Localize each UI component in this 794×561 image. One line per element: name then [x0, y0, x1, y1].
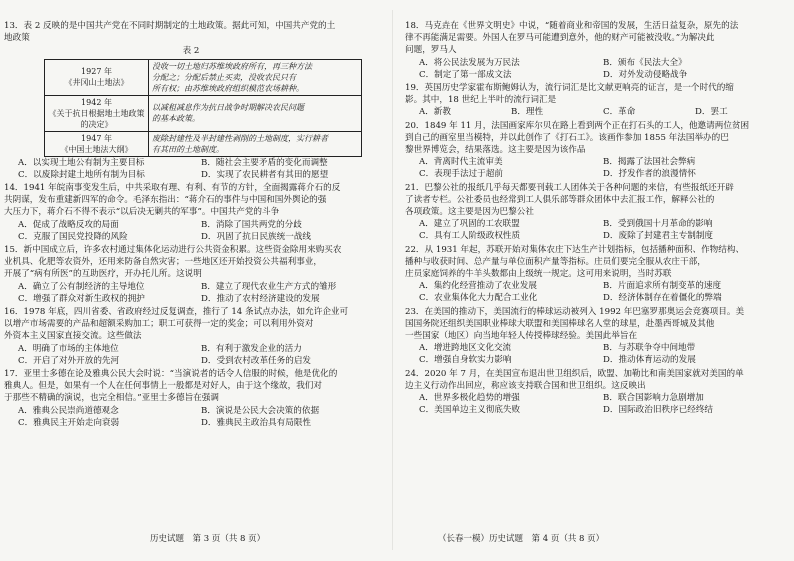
question-stem: [405, 82, 781, 106]
page-footer-right: （长春一模）历史试题 第 4 页（共 8 页）: [438, 534, 605, 544]
row-text-line: 以减租减息作为抗日战争时期解决农民问题: [152, 103, 304, 113]
stem-line: 19．英国历史学家霍布斯鲍姆认为，流行词汇是比文献更响亮的证言，是一个时代的缩: [405, 83, 734, 94]
row-year: 1927 年: [81, 67, 112, 77]
row-year: 1942 年: [81, 97, 112, 107]
option-b: B．与苏联争夺中间地带: [603, 343, 696, 354]
option-b: B．颁布《民法大全》: [603, 57, 687, 68]
question-stem: [4, 182, 378, 219]
question-19: [405, 82, 781, 119]
stem-line: 外资本主义国家直接交流。这些做法: [4, 331, 142, 342]
question-stem: [4, 20, 378, 44]
row-text-line: 的基本政策。: [152, 114, 200, 124]
option-d: D．受到农村改革任务的启发: [201, 355, 312, 366]
stem-line: 播种与收获时间、总产量与单位面积产量等指标。庄员们要完全服从农庄干部，: [405, 256, 706, 267]
option-a: A．世界多极化趋势的增强: [419, 393, 520, 404]
option-d: D．经济体制存在着僵化的弊端: [603, 293, 722, 304]
answer-options: [4, 157, 378, 181]
option-c: C．制定了第一部成文法: [419, 69, 512, 80]
option-b: B．消除了国共两党的分歧: [201, 219, 302, 230]
stem-line: 17．亚里士多德在论及雅典公民大会时说：“当演说者的话令人信服的时候，他是优化的: [4, 369, 338, 380]
table-title: 表 2: [182, 46, 200, 57]
option-d: D．实现了农民耕者有其田的愿望: [201, 169, 329, 180]
question-22: [405, 244, 781, 305]
answer-options: [405, 280, 781, 304]
question-23: [405, 306, 781, 367]
answer-options: [405, 392, 781, 416]
stem-line: 24．2020 年 7 月，在美国宣布退出世卫组织后，欧盟、加勒比和南美国家就对美国的单: [405, 368, 744, 379]
option-d: D．国际政治旧秩序已经终结: [603, 405, 714, 416]
row-text-line: 有其田的土地制度。: [152, 144, 224, 154]
stem-line: 问题，罗马人: [405, 45, 457, 56]
question-13: [4, 20, 378, 181]
option-d: D．废除了封建君主专制制度: [603, 231, 714, 242]
option-b: B．揭露了法国社会弊病: [603, 157, 696, 168]
option-b: B．建立了现代农业生产方式的雏形: [201, 281, 337, 292]
table-cell-year: [45, 131, 149, 156]
stem-line: 15．新中国成立后，许多农村通过集体化运动进行公共资金积累。这些资金除用来购买农: [4, 245, 342, 256]
option-d: D．罢工: [695, 107, 728, 118]
stem-line: 律不再能满足需要。外国人在罗马可能遭到意外，他的财产可能被没收。”为解决此: [405, 33, 715, 44]
stem-line: 22．从 1931 年起，苏联开始对集体农庄下达生产计划指标，包括播种面积、作物结构、: [405, 244, 745, 255]
land-policy-table: [44, 59, 362, 157]
question-stem: [405, 182, 781, 219]
stem-line: 黎世界博览会，结果落选。这主要是因为该作品: [405, 145, 586, 156]
option-b: B．有利于激发企业的活力: [201, 343, 302, 354]
option-a: A．将公民法发展为万民法: [419, 57, 520, 68]
answer-options: [405, 57, 781, 81]
stem-line: 业机具、化肥等农资外，还用来防备自然灾害；一些地区还开始投资公共福利事业，: [4, 257, 322, 268]
table-cell-year: [45, 59, 149, 95]
stem-line: 共阴谋，发布重建新四军的命令。毛泽东指出：“蒋介石的事件与中国和国外舆论的强: [4, 195, 327, 206]
answer-options: [4, 219, 378, 243]
option-c: C．雅典民主开始走向衰弱: [18, 417, 120, 428]
question-15: [4, 244, 378, 305]
question-24: [405, 368, 781, 417]
page-3-column: [4, 20, 378, 430]
option-c: C．增强自身软实力影响: [419, 355, 512, 366]
option-b: B．片面追求所有制变革的速度: [603, 281, 722, 292]
option-a: A．促成了战略反攻的局面: [18, 219, 119, 230]
stem-line: 21．巴黎公社的报纸几乎每天都要刊载工人团体关于各种问题的来信，有些报纸还开辟: [405, 182, 734, 193]
option-a: A．增进跨地区文化交流: [419, 343, 512, 354]
question-stem: [405, 244, 781, 281]
option-b: B．随社会主要矛盾的变化而调整: [201, 157, 328, 168]
option-d: D．巩固了抗日民族统一战线: [201, 231, 312, 242]
question-stem: [405, 120, 781, 157]
table-cell-content: [149, 95, 362, 131]
option-a: A．新教: [419, 107, 451, 118]
table-row: [45, 59, 362, 95]
row-document: 《中国土地法大纲》: [60, 144, 133, 154]
stem-line: 23．在美国的推动下，美国流行的棒球运动被列入 1992 年巴塞罗那奥运会竞赛项目。美: [405, 306, 745, 317]
stem-line: 于那些不精确的演说，也完全相信。”亚里士多德旨在强调: [4, 393, 219, 404]
row-text-line: 废除封建性及半封建性剥削的土地制度，实行耕者: [152, 133, 328, 143]
row-text-line: 分配之；分配后禁止买卖，没收农民只有: [152, 72, 296, 82]
stem-line: 庄员家庭饲养的牛羊头数都由上级统一规定。这可用来说明，当时苏联: [405, 269, 672, 280]
option-c: C．克服了国民党投降的风险: [18, 231, 128, 242]
page-divider: [392, 10, 393, 550]
stem-line: 14．1941 年皖南事变发生后，中共采取有理、有利、有节的方针，全面揭露蒋介石的反: [4, 183, 341, 194]
question-14: [4, 182, 378, 243]
stem-line: 影。其中，18 世纪上半叶的流行词汇是: [405, 95, 557, 106]
option-d: D．对外发动侵略战争: [603, 69, 688, 80]
stem-line: 各项政策。这主要是因为巴黎公社: [405, 207, 534, 218]
option-a: A．明确了市场的主体地位: [18, 343, 119, 354]
table-cell-content: [149, 59, 362, 95]
option-b: B．联合国影响力急剧增加: [603, 393, 704, 404]
answer-options: [4, 281, 378, 305]
option-b: B．演说是公民大会决策的依据: [201, 405, 320, 416]
option-a: A．建立了巩固的工农联盟: [419, 219, 520, 230]
option-c: C．农业集体化大力配合工业化: [419, 293, 538, 304]
row-document: 《井冈山土地法》: [64, 78, 129, 88]
stem-line: 地政策: [4, 33, 30, 44]
stem-line: 到自己的画室里当模特，并以此创作了《打石工》。该画作参加 1855 年法国举办的巴: [405, 132, 729, 143]
row-year: 1947 年: [81, 133, 112, 143]
page-4-column: [405, 20, 781, 418]
row-text-line: 所有权；由苏维埃政府组织模范农场耕种。: [152, 83, 304, 93]
table-row: [45, 95, 362, 131]
stem-line: 13．表 2 反映的是中国共产党在不同时期制定的土地政策。据此可知，中国共产党的土: [4, 21, 336, 31]
question-16: [4, 306, 378, 367]
stem-line: 以增产市场需要的产品和超额采购加工；职工可获得一定的奖金；可以利用外资对: [4, 319, 314, 330]
stem-line: 边主义行动作出回应，称应该支持联合国和世卫组织。这反映出: [405, 380, 646, 391]
question-18: [405, 20, 781, 81]
stem-line: 20．1849 年 11 月，法国画家库尔贝在路上看到两个正在打石头的工人，他邀请两位贫困: [405, 120, 750, 131]
stem-line: 16．1978 年底，四川省委、省政府经过反复调查，推行了 14 条试点办法，如允许企业可: [4, 307, 349, 318]
option-c: C．革命: [603, 107, 636, 118]
option-a: A．雅典公民崇尚道德观念: [18, 405, 119, 416]
question-17: [4, 368, 378, 429]
question-21: [405, 182, 781, 243]
option-d: D．雅典民主政治具有局限性: [201, 417, 312, 428]
question-stem: [405, 368, 781, 392]
option-b: B．理性: [511, 107, 544, 118]
question-stem: [405, 20, 781, 57]
question-stem: [4, 368, 378, 405]
answer-options: [405, 342, 781, 366]
table-cell-content: [149, 131, 362, 156]
stem-line: 18．马克垚在《世界文明史》中说，“随着商业和帝国的发展，生活日益复杂，原先的法: [405, 21, 739, 31]
table-cell-year: [45, 95, 149, 131]
page-footer-left: 历史试题 第 3 页（共 8 页）: [150, 534, 266, 544]
option-c: C．增强了群众对新生政权的拥护: [18, 293, 145, 304]
option-a: A．背离时代主流审美: [419, 157, 503, 168]
row-document: 《关于抗日根据地土地政策的决定》: [48, 108, 145, 129]
question-stem: [405, 306, 781, 343]
option-c: C．美国单边主义彻底失败: [419, 405, 521, 416]
option-a: A．集约化经营推动了农业发展: [419, 281, 537, 292]
option-c: C．以废除封建土地所有制为目标: [18, 169, 145, 180]
stem-line: 雅典人。但是，如果有一个人在任何事情上一般都是对好人，由于这个缘故，我们对: [4, 381, 322, 392]
stem-line: 一些国家（地区）向当地年轻人传授棒球经验。美国此举旨在: [405, 331, 638, 342]
option-c: C．表现手法过于超前: [419, 169, 503, 180]
stem-line: 大压力下，蒋介石不得不表示“以后决无剿共的军事”。中国共产党的斗争: [4, 207, 280, 218]
option-c: C．开启了对外开放的先河: [18, 355, 120, 366]
option-d: D．推动了农村经济建设的发展: [201, 293, 320, 304]
question-stem: [4, 244, 378, 281]
stem-line: 了读者专栏。公社委员也经常到工人俱乐部等群众团体中去汇报工作，解释公社的: [405, 194, 715, 205]
table-row: [45, 131, 362, 156]
answer-options: [405, 156, 781, 180]
row-text-line: 没收一切土地归苏维埃政府所有，再三种方法: [152, 61, 312, 71]
option-b: B．受到俄国十月革命的影响: [603, 219, 713, 230]
question-20: [405, 120, 781, 181]
answer-options: [4, 405, 378, 429]
option-d: D．推动体育运动的发展: [603, 355, 696, 366]
option-a: A．确立了公有制经济的主导地位: [18, 281, 145, 292]
option-a: A．以实现土地公有制为主要目标: [18, 157, 145, 168]
option-c: C．具有工人阶级政权性质: [419, 231, 521, 242]
option-d: D．抒发作者的浪漫情怀: [603, 169, 696, 180]
answer-options: [405, 106, 781, 118]
answer-options: [405, 218, 781, 242]
stem-line: 开展了“病有所医”的互助医疗，开办托儿所。这说明: [4, 269, 202, 280]
question-stem: [4, 306, 378, 343]
answer-options: [4, 343, 378, 367]
stem-line: 国国务院还组织美国职业棒球大联盟和美国棒球名人堂的球星，赴墨西哥城及其他: [405, 318, 715, 329]
